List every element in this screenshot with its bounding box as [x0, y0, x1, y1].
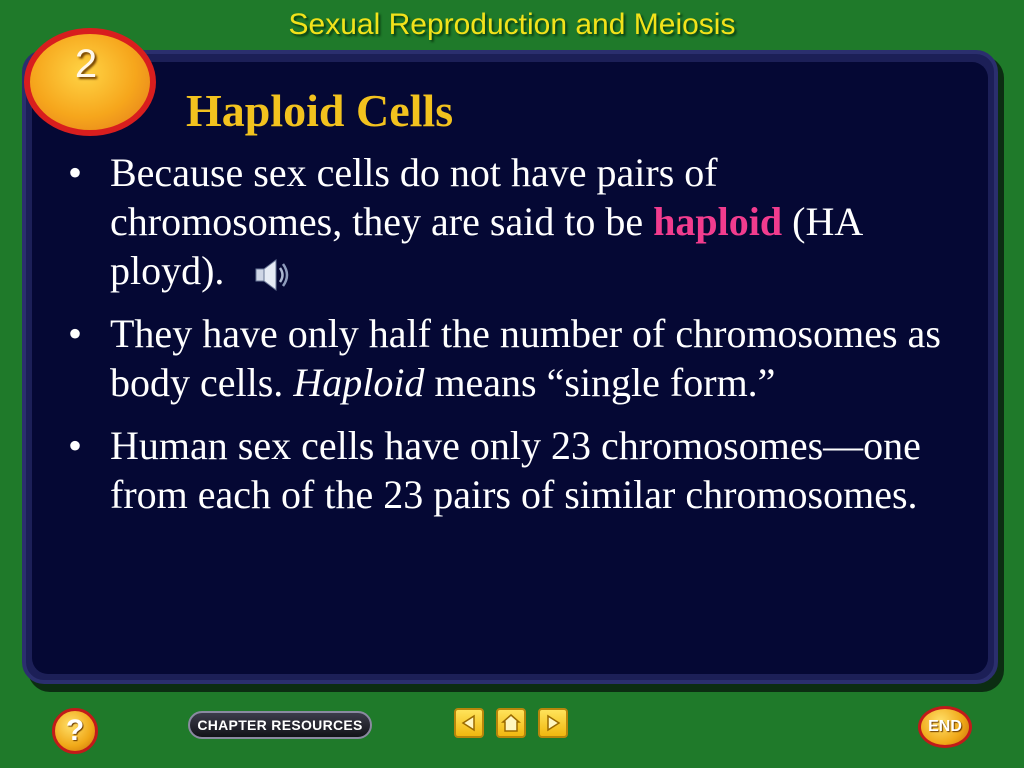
home-button[interactable] [496, 708, 526, 738]
end-button[interactable]: END [918, 706, 972, 748]
next-arrow-icon [544, 714, 562, 732]
bullet-marker: • [68, 423, 83, 468]
italic-term: Haploid [293, 360, 425, 405]
speaker-icon[interactable] [252, 255, 294, 295]
bullet-text: means “single form.” [424, 360, 776, 405]
prev-arrow-icon [460, 714, 478, 732]
bullet-item [62, 421, 942, 519]
prev-slide-button[interactable] [454, 708, 484, 738]
help-button[interactable]: ? [52, 708, 98, 754]
bullet-item [62, 148, 942, 295]
bullet-text: Because sex cells do not have pairs of chromosomes, they are said to be [110, 150, 718, 244]
section-badge [24, 28, 156, 136]
highlight-term: haploid [653, 199, 783, 244]
home-icon [501, 713, 521, 733]
bullet-item [62, 309, 942, 407]
slide-title: Haploid Cells [186, 85, 454, 136]
bullet-list [62, 148, 942, 533]
bullet-marker: • [68, 150, 83, 195]
bullet-text: (HA ployd). [110, 199, 862, 293]
next-slide-button[interactable] [538, 708, 568, 738]
bullet-text: Human sex cells have only 23 chromosomes—one from each of the 23 pairs of similar chromosomes. [110, 423, 921, 517]
chapter-resources-button[interactable]: CHAPTER RESOURCES [188, 711, 372, 739]
section-number: 2 [74, 41, 98, 86]
bullet-text: They have only half the number of chromosomes as body cells. [110, 311, 941, 405]
bullet-marker: • [68, 311, 83, 356]
presentation-title: Sexual Reproduction and Meiosis [288, 8, 736, 41]
